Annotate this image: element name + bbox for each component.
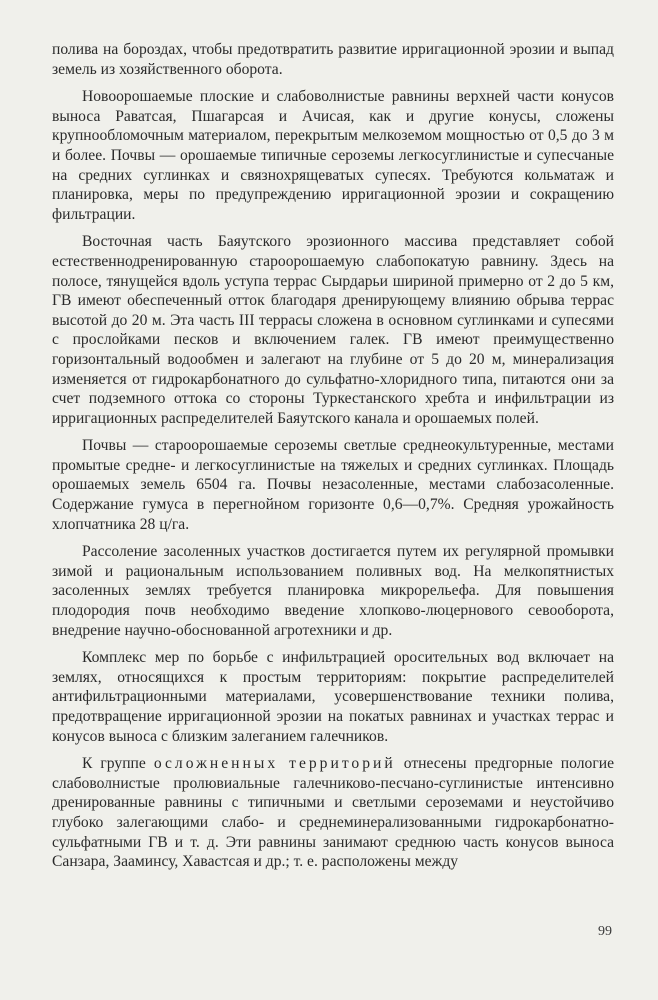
paragraph-3: Восточная часть Баяутского эрозионного массива представляет собой естественнодренированную староорошаемую слабопокатую равнину. Здесь на полосе, тянущейся вдоль уступа террас Сырдарьи шириной примерно от 2 до 5 км, ГВ имеют обеспеченный отток благодаря дренирующему влиянию обрыва террас высотой до 20 м. Эта часть III террасы сложена в основном суглинками и супесями с прослойками песков и включением галек. ГВ имеют преимущественно горизонтальный водообмен и залегают на глубине от 5 до 20 м, минерализация изменяется от гидрокарбонатного до сульфатно-хлоридного типа, питаются они за счет подземного оттока со стороны Туркестанского хребта и инфильтрации из ирригационных распределителей Баяутского канала и орошаемых полей.	[52, 233, 614, 427]
paragraph-5: Рассоление засоленных участков достигается путем их регулярной промывки зимой и рациональным использованием поливных вод. На мелкопятнистых засоленных землях требуется планировка микрорельефа. Для повышения плодородия почв необходимо введение хлопково-люцернового севооборота, внедрение научно-обоснованной агротехники и др.	[52, 543, 614, 639]
paragraph-7-spaced-term: осложненных территорий	[153, 755, 396, 773]
paragraph-2: Новоорошаемые плоские и слабоволнистые равнины верхней части конусов выноса Раватсая, Пшагарсая и Ачисая, как и другие конусы, сложены крупнообломочным материалом, перекрытым мелкоземом мощностью от 0,5 до 3 м и более. Почвы — орошаемые типичные сероземы легкосуглинистые и супесчаные на средних суглинках и связнохрящеватых супесях. Требуются кольматаж и планировка, меры по предупреждению ирригационной эрозии и сокращению фильтрации.	[52, 88, 614, 223]
paragraph-7	[52, 754, 614, 872]
paragraph-1: полива на бороздах, чтобы предотвратить развитие ирригационной эрозии и выпад земель из хозяйственного оборота.	[52, 41, 614, 78]
paragraph-7-rest: отнесены предгорные пологие слабоволнистые пролювиальные галечниково-песчано-суглинистые интенсивно дренированные равнины с типичными и светлыми сероземами и неустойчиво глубоко залегающими слабо- и среднеминерализованными гидрокарбонатно-сульфатными ГВ и т. д. Эти равнины занимают среднюю часть конусов выноса Санзара, Зааминсу, Хавастсая и др.; т. е. расположены между	[52, 755, 614, 871]
page-number: 99	[598, 924, 612, 939]
paragraph-7-lead: К группе	[82, 755, 154, 773]
paragraph-4: Почвы — староорошаемые сероземы светлые среднеокультуренные, местами промытые средне- и легкосуглинистые на тяжелых и средних суглинках. Площадь орошаемых земель 6504 га. Почвы незасоленные, местами слабозасоленные. Содержание гумуса в перегнойном горизонте 0,6—0,7%. Средняя урожайность хлопчатника 28 ц/га.	[52, 437, 614, 533]
body-text	[52, 40, 614, 880]
paragraph-6: Комплекс мер по борьбе с инфильтрацией оросительных вод включает на землях, относящихся к простым территориям: покрытие распределителей антифильтрационными материалами, усовершенствование техники полива, предотвращение ирригационной эрозии на покатых равнинах и участках террас и конусов выноса с близким залеганием галечников.	[52, 649, 614, 745]
